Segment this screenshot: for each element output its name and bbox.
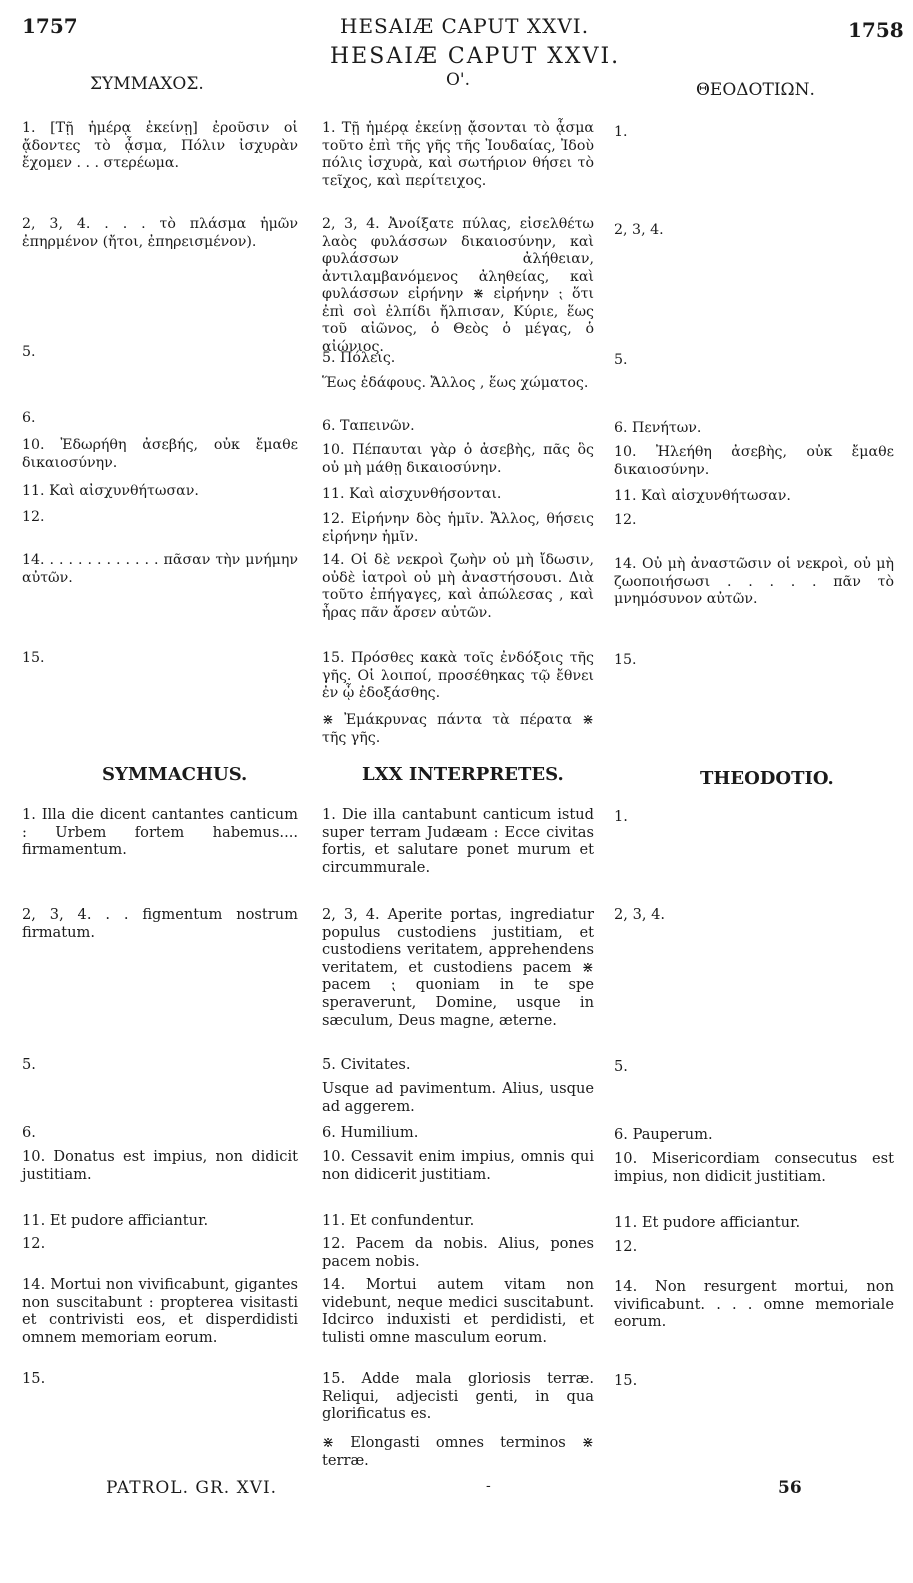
latin-symmachus-verse-12: 12.	[22, 1235, 46, 1252]
greek-theodotion-verse-5: 5.	[614, 352, 628, 368]
latin-lxx-verse-15-addition: ⋇ Elongasti omnes terminos ⋇ terræ.	[322, 1434, 594, 1469]
latin-theodotion-verse-1: 1.	[614, 808, 628, 825]
greek-symmachus-verse-11: 11. Καὶ αἰσχυνθήτωσαν.	[22, 483, 199, 499]
greek-lxx-verse-6: 6. Ταπεινῶν.	[322, 418, 415, 434]
greek-symmachus-verse-5: 5.	[22, 344, 36, 360]
latin-symmachus-verse-5: 5.	[22, 1056, 36, 1073]
latin-theodotion-verse-12: 12.	[614, 1238, 638, 1255]
latin-theodotion-verse-10: 10. Misericordiam consecutus est impius, non didicit justitiam.	[614, 1150, 894, 1185]
latin-symmachus-verse-15: 15.	[22, 1370, 46, 1387]
greek-symmachus-verse-2-4: 2, 3, 4. . . . τὸ πλάσμα ἡμῶν ἐπηρμένον (ἤτοι, ἐπηρεισμένον).	[22, 216, 298, 250]
latin-theodotion-verse-5: 5.	[614, 1058, 628, 1075]
heading-symmachus-latin: SYMMACHUS.	[102, 764, 248, 785]
greek-theodotion-verse-10: 10. Ἠλεήθη ἀσεβὴς, οὐκ ἔμαθε δικαιοσύνην.	[614, 444, 894, 478]
latin-lxx-verse-12: 12. Pacem da nobis. Alius, pones pacem nobis.	[322, 1235, 594, 1270]
footer-mark: -	[486, 1478, 491, 1494]
latin-theodotion-verse-11: 11. Et pudore afficiantur.	[614, 1214, 801, 1231]
latin-lxx-verse-1: 1. Die illa cantabunt canticum istud super terram Judæam : Ecce civitas fortis, et salutare ponet murum et circummurale.	[322, 806, 594, 876]
greek-theodotion-verse-1: 1.	[614, 124, 628, 140]
greek-lxx-verse-12: 12. Εἰρήνην δὸς ἡμῖν. Ἄλλος, θήσεις εἰρήνην ἡμῖν.	[322, 511, 594, 545]
latin-theodotion-verse-14: 14. Non resurgent mortui, non vivificabunt. . . . omne memoriale eorum.	[614, 1278, 894, 1331]
greek-theodotion-verse-15: 15.	[614, 652, 637, 668]
greek-lxx-verse-14: 14. Οἱ δὲ νεκροὶ ζωὴν οὐ μὴ ἴδωσιν, οὐδὲ ἰατροὶ οὐ μὴ ἀναστήσουσι. Διὰ τοῦτο ἐπήγαγες, καὶ ἀπώλεσας , καὶ ἦρας πᾶν ἄρσεν αὐτῶν.	[322, 552, 594, 621]
greek-lxx-verse-11: 11. Καὶ αἰσχυνθήσονται.	[322, 486, 502, 502]
greek-theodotion-verse-2-4: 2, 3, 4.	[614, 222, 664, 238]
greek-lxx-verse-5: 5. Πόλεις.	[322, 350, 396, 366]
latin-lxx-verse-5-variant: Usque ad pavimentum. Alius, usque ad aggerem.	[322, 1080, 594, 1115]
greek-lxx-verse-10: 10. Πέπαυται γὰρ ὁ ἀσεβὴς, πᾶς ὃς οὐ μὴ μάθῃ δικαιοσύνην.	[322, 442, 594, 476]
latin-lxx-verse-14: 14. Mortui autem vitam non videbunt, neque medici suscitabunt. Idcirco induxisti et perdidisti, et tulisti omne masculum eorum.	[322, 1276, 594, 1346]
greek-symmachus-verse-15: 15.	[22, 650, 45, 666]
footer-signature-number: 56	[778, 1478, 802, 1498]
heading-lxx-greek: Ο'.	[446, 70, 471, 90]
latin-symmachus-verse-2-4: 2, 3, 4. . . figmentum nostrum firmatum.	[22, 906, 298, 941]
latin-lxx-verse-5: 5. Civitates.	[322, 1056, 411, 1073]
latin-symmachus-verse-10: 10. Donatus est impius, non didicit justitiam.	[22, 1148, 298, 1183]
heading-theodotion-latin: THEODOTIO.	[700, 768, 834, 789]
greek-symmachus-verse-6: 6.	[22, 410, 36, 426]
running-title: HESAIÆ CAPUT XXVI.	[340, 14, 590, 38]
latin-lxx-verse-11: 11. Et confundentur.	[322, 1212, 475, 1229]
chapter-title: HESAIÆ CAPUT XXVI.	[330, 44, 621, 69]
latin-theodotion-verse-2-4: 2, 3, 4.	[614, 906, 666, 923]
latin-theodotion-verse-15: 15.	[614, 1372, 638, 1389]
heading-symmachus-greek: ΣΥΜΜΑΧΟΣ.	[90, 74, 204, 94]
greek-symmachus-verse-14: 14. . . . . . . . . . . . . πᾶσαν τὴν μνήμην αὐτῶν.	[22, 552, 298, 586]
greek-theodotion-verse-11: 11. Καὶ αἰσχυνθήτωσαν.	[614, 488, 791, 504]
latin-lxx-verse-6: 6. Humilium.	[322, 1124, 419, 1141]
greek-theodotion-verse-14: 14. Οὐ μὴ ἀναστῶσιν οἱ νεκροὶ, οὐ μὴ ζωοποιήσωσι . . . . . πᾶν τὸ μνημόσυνον αὐτῶν.	[614, 556, 894, 607]
latin-theodotion-verse-6: 6. Pauperum.	[614, 1126, 713, 1143]
latin-symmachus-verse-11: 11. Et pudore afficiantur.	[22, 1212, 209, 1229]
latin-symmachus-verse-6: 6.	[22, 1124, 36, 1141]
latin-lxx-verse-15: 15. Adde mala gloriosis terræ. Reliqui, adjecisti genti, in qua glorificatus es.	[322, 1370, 594, 1423]
heading-lxx-latin: LXX INTERPRETES.	[362, 764, 564, 785]
greek-symmachus-verse-10: 10. Ἐδωρήθη ἀσεβής, οὐκ ἔμαθε δικαιοσύνην.	[22, 437, 298, 471]
latin-symmachus-verse-1: 1. Illa die dicent cantantes canticum : Urbem fortem habemus.... firmamentum.	[22, 806, 298, 859]
page-number-right: 1758	[848, 18, 904, 42]
greek-theodotion-verse-6: 6. Πενήτων.	[614, 420, 702, 436]
latin-lxx-verse-2-4: 2, 3, 4. Aperite portas, ingrediatur populus custodiens justitiam, et custodiens veritatem, apprehendens veritatem, et custodiens pacem ⋇ pacem ⁏ quoniam in te spe speraverunt, Domine, usque in sæculum, Deus magne, æterne.	[322, 906, 594, 1029]
greek-lxx-verse-5-variant: Ἕως ἐδάφους. Ἄλλος , ἕως χώματος.	[322, 375, 589, 391]
greek-symmachus-verse-12: 12.	[22, 509, 45, 525]
page-number-left: 1757	[22, 14, 78, 38]
footer-volume-label: PATROL. GR. XVI.	[106, 1478, 278, 1498]
greek-theodotion-verse-12: 12.	[614, 512, 637, 528]
latin-lxx-verse-10: 10. Cessavit enim impius, omnis qui non didicerit justitiam.	[322, 1148, 594, 1183]
greek-lxx-verse-15-addition: ⋇ Ἐμάκρυνας πάντα τὰ πέρατα ⋇ τῆς γῆς.	[322, 712, 594, 746]
greek-lxx-verse-2-4: 2, 3, 4. Ἀνοίξατε πύλας, εἰσελθέτω λαὸς φυλάσσων δικαιοσύνην, καὶ φυλάσσων ἀλήθειαν, ἀντιλαμβανόμενος ἀληθείας, καὶ φυλάσσων εἰρήνην ⋇ εἰρήνην ⁏ ὅτι ἐπὶ σοὶ ἐλπίδι ἤλπισαν, Κύριε, ἕως τοῦ αἰῶνος, ὁ Θεὸς ὁ μέγας, ὁ αἰώνιος.	[322, 216, 594, 355]
greek-lxx-verse-1: 1. Τῇ ἡμέρᾳ ἐκείνῃ ᾄσονται τὸ ᾆσμα τοῦτο ἐπὶ τῆς γῆς τῆς Ἰουδαίας, Ἰδοὺ πόλις ἰσχυρὰ, καὶ σωτήριον θήσει τὸ τεῖχος, καὶ περίτειχος.	[322, 120, 594, 189]
greek-symmachus-verse-1: 1. [Τῇ ἡμέρᾳ ἐκείνῃ] ἐροῦσιν οἱ ᾄδοντες τὸ ᾆσμα, Πόλιν ἰσχυρὰν ἔχομεν . . . στερέωμα.	[22, 120, 298, 171]
greek-lxx-verse-15: 15. Πρόσθες κακὰ τοῖς ἐνδόξοις τῆς γῆς. Οἱ λοιποί, προσέθηκας τῷ ἔθνει ἐν ᾧ ἐδοξάσθης.	[322, 650, 594, 701]
latin-symmachus-verse-14: 14. Mortui non vivificabunt, gigantes non suscitabunt : propterea visitasti et contrivisti eos, et disperdidisti omnem memoriam eorum.	[22, 1276, 298, 1346]
heading-theodotion-greek: ΘΕΟΔΟΤΙΩΝ.	[696, 80, 815, 100]
